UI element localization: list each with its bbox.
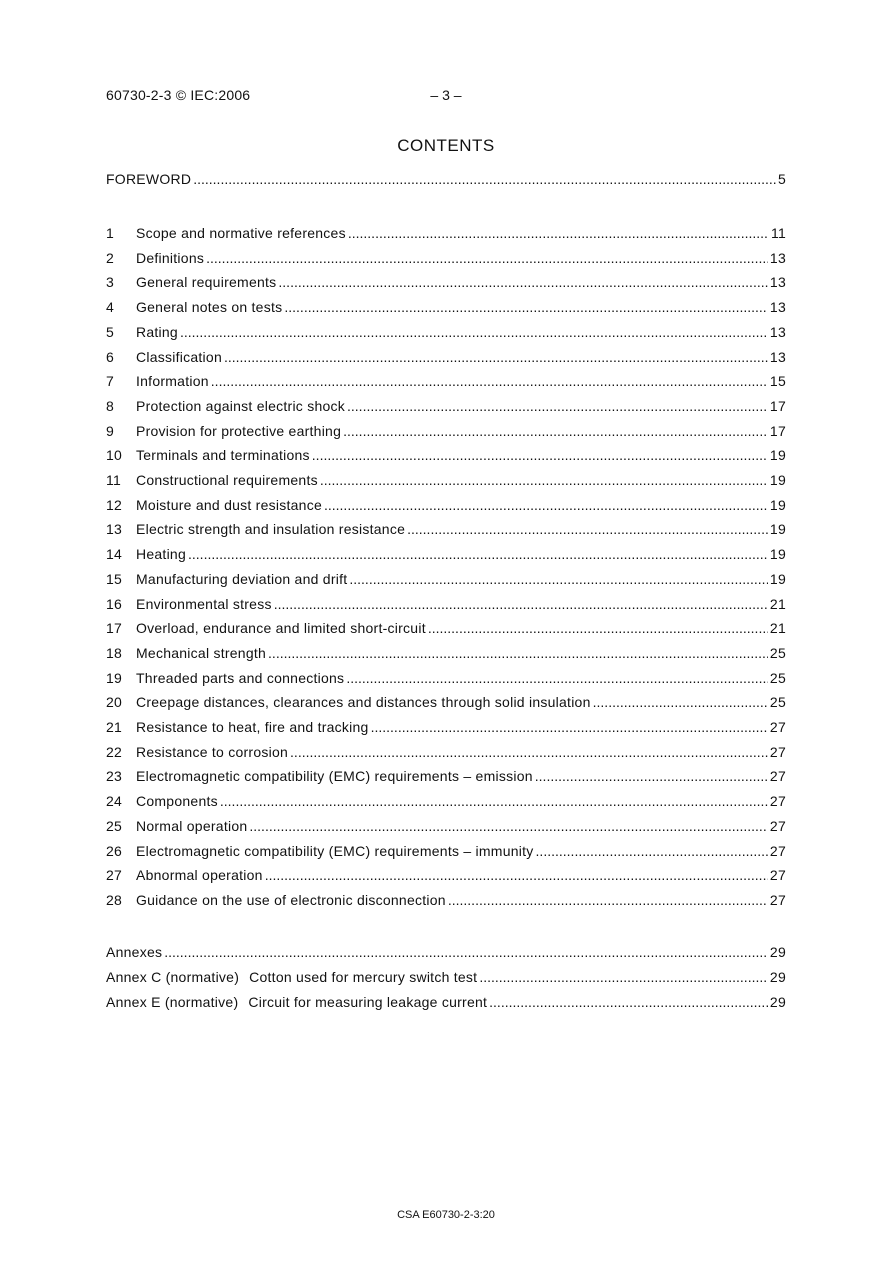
toc-entry-text: Information [136, 373, 209, 390]
toc-entry-number: 7 [106, 373, 115, 390]
toc-entry-clause[interactable] [106, 645, 786, 665]
toc-entry-number: 10 [106, 447, 123, 464]
toc-entry-number: 2 [106, 249, 115, 266]
toc-entry-number: 17 [106, 620, 123, 637]
toc-entry-text: Terminals and terminations [136, 447, 310, 464]
dot-leader [206, 250, 768, 266]
toc-entry-text: Moisture and dust resistance [136, 496, 322, 513]
toc-entry-foreword[interactable] [106, 171, 786, 191]
toc-entry-page: 19 [769, 472, 786, 488]
dot-leader [220, 793, 768, 809]
toc-entry-clause[interactable] [106, 867, 786, 887]
toc-entry-page: 19 [769, 521, 786, 538]
toc-entry-text: Classification [136, 348, 222, 365]
dot-leader [193, 171, 776, 187]
toc-entry-page: 29 [769, 944, 786, 960]
toc-entry-clause[interactable] [106, 349, 786, 369]
toc-entry-text: FOREWORD [106, 171, 192, 187]
toc-entry-text: Overload, endurance and limited short-circuit [136, 620, 426, 637]
toc-entry-text: Mechanical strength [136, 644, 267, 661]
toc-entry-number: 13 [106, 521, 123, 538]
toc-entry-annexes[interactable] [106, 944, 786, 964]
toc-entry-clause[interactable] [106, 324, 786, 344]
toc-entry-number: 5 [106, 323, 115, 340]
toc-entry-text: Rating [136, 323, 178, 340]
header-standard-id: 60730-2-3 © IEC:2006 [106, 87, 251, 103]
toc-entry-page: 13 [769, 299, 786, 316]
toc-entry-text: Cotton used for mercury switch test [249, 969, 478, 985]
toc-entry-page: 13 [769, 274, 786, 291]
page-title: CONTENTS [397, 136, 495, 155]
dot-leader [348, 225, 769, 241]
toc-entry-page: 29 [769, 994, 786, 1010]
toc-entry-number: 11 [106, 472, 122, 488]
toc-entry-text: Provision for protective earthing [136, 422, 342, 439]
toc-entry-text: General requirements [136, 274, 277, 291]
toc-entry-clause[interactable] [106, 892, 786, 912]
toc-entry-number: 8 [106, 397, 115, 414]
dot-leader [290, 744, 768, 760]
toc-entry-page: 27 [769, 867, 786, 884]
toc-entry-number: 4 [106, 299, 115, 316]
toc-entry-number: 28 [106, 891, 123, 908]
toc-entry-clause[interactable] [106, 472, 786, 492]
toc-entry-page: 21 [769, 620, 786, 637]
toc-entry-clause[interactable] [106, 793, 786, 813]
dot-leader [224, 349, 768, 365]
toc-entry-text: Circuit for measuring leakage current [248, 994, 488, 1010]
dot-leader [346, 670, 768, 686]
dot-leader [180, 324, 768, 340]
toc-entry-page: 21 [769, 595, 786, 612]
toc-entry-page: 17 [769, 422, 786, 439]
toc-entry-number: 1 [106, 225, 115, 241]
toc-entry-text: Threaded parts and connections [136, 669, 345, 686]
toc-entry-page: 11 [770, 225, 786, 241]
toc-entry-clause[interactable] [106, 670, 786, 690]
toc-entry-number: 16 [106, 595, 123, 612]
toc-entry-number: 21 [106, 719, 123, 735]
dot-leader [593, 694, 768, 710]
toc-entry-page: 25 [769, 694, 786, 711]
toc-entry-clause[interactable] [106, 744, 786, 764]
toc-entry-clause[interactable] [106, 620, 786, 640]
toc-entry-page: 27 [769, 719, 786, 735]
toc-entry-clause[interactable] [106, 225, 786, 245]
dot-leader [320, 472, 768, 488]
header-page-number: – 3 – [430, 87, 462, 103]
toc-entry-number: 25 [106, 817, 123, 834]
toc-entry-clause[interactable] [106, 250, 786, 270]
toc-entry-text: Guidance on the use of electronic disconnection [136, 891, 446, 908]
dot-leader [536, 843, 768, 859]
toc-entry-clause[interactable] [106, 843, 786, 863]
toc-entry-number: 18 [106, 644, 123, 661]
toc-entry-clause[interactable] [106, 398, 786, 418]
toc-entry-clause[interactable] [106, 818, 786, 838]
toc-entry-text: General notes on tests [136, 299, 283, 316]
dot-leader [312, 447, 768, 463]
toc-entry-number: 14 [106, 546, 123, 563]
toc-entry-clause[interactable] [106, 447, 786, 467]
toc-entry-page: 19 [769, 546, 786, 563]
dot-leader [489, 994, 768, 1010]
toc-entry-clause[interactable] [106, 571, 786, 591]
toc-entry-page: 13 [769, 323, 786, 340]
toc-entry-text: Constructional requirements [136, 472, 318, 488]
toc-entry-text: Resistance to corrosion [136, 743, 289, 760]
dot-leader [265, 867, 768, 883]
toc-entry-text: Components [136, 793, 218, 810]
toc-entry-clause[interactable] [106, 423, 786, 443]
dot-leader [535, 768, 768, 784]
dot-leader [249, 818, 768, 834]
toc-entry-page: 27 [769, 842, 786, 859]
toc-entry-clause[interactable] [106, 497, 786, 517]
toc-entry-text: Heating [136, 546, 187, 563]
toc-entry-text: Abnormal operation [136, 867, 263, 884]
dot-leader [188, 546, 768, 562]
dot-leader [407, 521, 768, 537]
toc-entry-annex[interactable] [106, 994, 786, 1014]
toc-entry-text: Protection against electric shock [136, 397, 346, 414]
toc-entry-page: 19 [769, 496, 786, 513]
dot-leader [278, 274, 768, 290]
toc-entry-page: 25 [769, 644, 786, 661]
toc-entry-clause[interactable] [106, 299, 786, 319]
toc-entry-page: 13 [769, 348, 786, 365]
dot-leader [211, 373, 768, 389]
toc-entry-text: Electric strength and insulation resistance [136, 521, 406, 538]
dot-leader [268, 645, 768, 661]
toc-entry-number: 24 [106, 793, 123, 810]
toc-annex-label: Annex C (normative) [106, 969, 240, 985]
toc-entry-page: 27 [769, 817, 786, 834]
dot-leader [349, 571, 768, 587]
toc-entry-text: Annexes [106, 944, 163, 960]
dot-leader [274, 596, 768, 612]
toc-entry-text: Creepage distances, clearances and distances through solid insulation [136, 694, 591, 711]
toc-entry-text: Normal operation [136, 817, 248, 834]
dot-leader [448, 892, 768, 908]
toc-entry-clause[interactable] [106, 694, 786, 714]
footer-document-id: CSA E60730-2-3:20 [397, 1209, 495, 1221]
toc-entry-clause[interactable] [106, 373, 786, 393]
dot-leader [371, 719, 768, 735]
toc-entry-number: 20 [106, 694, 123, 711]
toc-entry-number: 12 [106, 496, 123, 513]
toc-entry-number: 6 [106, 348, 115, 365]
toc-entry-page: 19 [769, 570, 786, 587]
toc-entry-clause[interactable] [106, 274, 786, 294]
dot-leader [428, 620, 768, 636]
toc-entry-page: 5 [777, 171, 786, 187]
toc-entry-clause[interactable] [106, 719, 786, 739]
dot-leader [284, 299, 768, 315]
toc-entry-number: 15 [106, 570, 123, 587]
toc-entry-clause[interactable] [106, 521, 786, 541]
toc-entry-page: 29 [769, 969, 786, 985]
toc-entry-page: 17 [769, 397, 786, 414]
toc-entry-page: 19 [769, 447, 786, 464]
toc-entry-page: 27 [769, 793, 786, 810]
toc-entry-clause[interactable] [106, 596, 786, 616]
toc-entry-text: Environmental stress [136, 595, 272, 612]
dot-leader [164, 944, 768, 960]
toc-entry-text: Scope and normative references [136, 225, 346, 241]
toc-entry-number: 23 [106, 768, 123, 785]
toc-entry-page: 15 [769, 373, 786, 390]
toc-entry-text: Electromagnetic compatibility (EMC) requirements – immunity [136, 842, 534, 859]
toc-entry-page: 27 [769, 743, 786, 760]
toc-entry-number: 22 [106, 743, 123, 760]
toc-entry-page: 13 [769, 249, 786, 266]
toc-entry-page: 27 [769, 891, 786, 908]
toc-entry-page: 25 [769, 669, 786, 686]
dot-leader [324, 497, 768, 513]
toc-entry-text: Manufacturing deviation and drift [136, 570, 348, 587]
dot-leader [479, 969, 768, 985]
toc-entry-annex[interactable] [106, 969, 786, 989]
toc-entry-clause[interactable] [106, 546, 786, 566]
toc-annex-label: Annex E (normative) [106, 994, 239, 1010]
dot-leader [343, 423, 768, 439]
toc-entry-number: 9 [106, 422, 115, 439]
toc-entry-page: 27 [769, 768, 786, 785]
toc-entry-number: 27 [106, 867, 123, 884]
dot-leader [347, 398, 768, 414]
toc-entry-text: Definitions [136, 249, 205, 266]
toc-entry-text: Electromagnetic compatibility (EMC) requirements – emission [136, 768, 533, 785]
toc-entry-number: 3 [106, 274, 115, 291]
toc-entry-number: 19 [106, 669, 123, 686]
toc-entry-number: 26 [106, 842, 123, 859]
toc-entry-clause[interactable] [106, 768, 786, 788]
toc-entry-text: Resistance to heat, fire and tracking [136, 719, 369, 735]
